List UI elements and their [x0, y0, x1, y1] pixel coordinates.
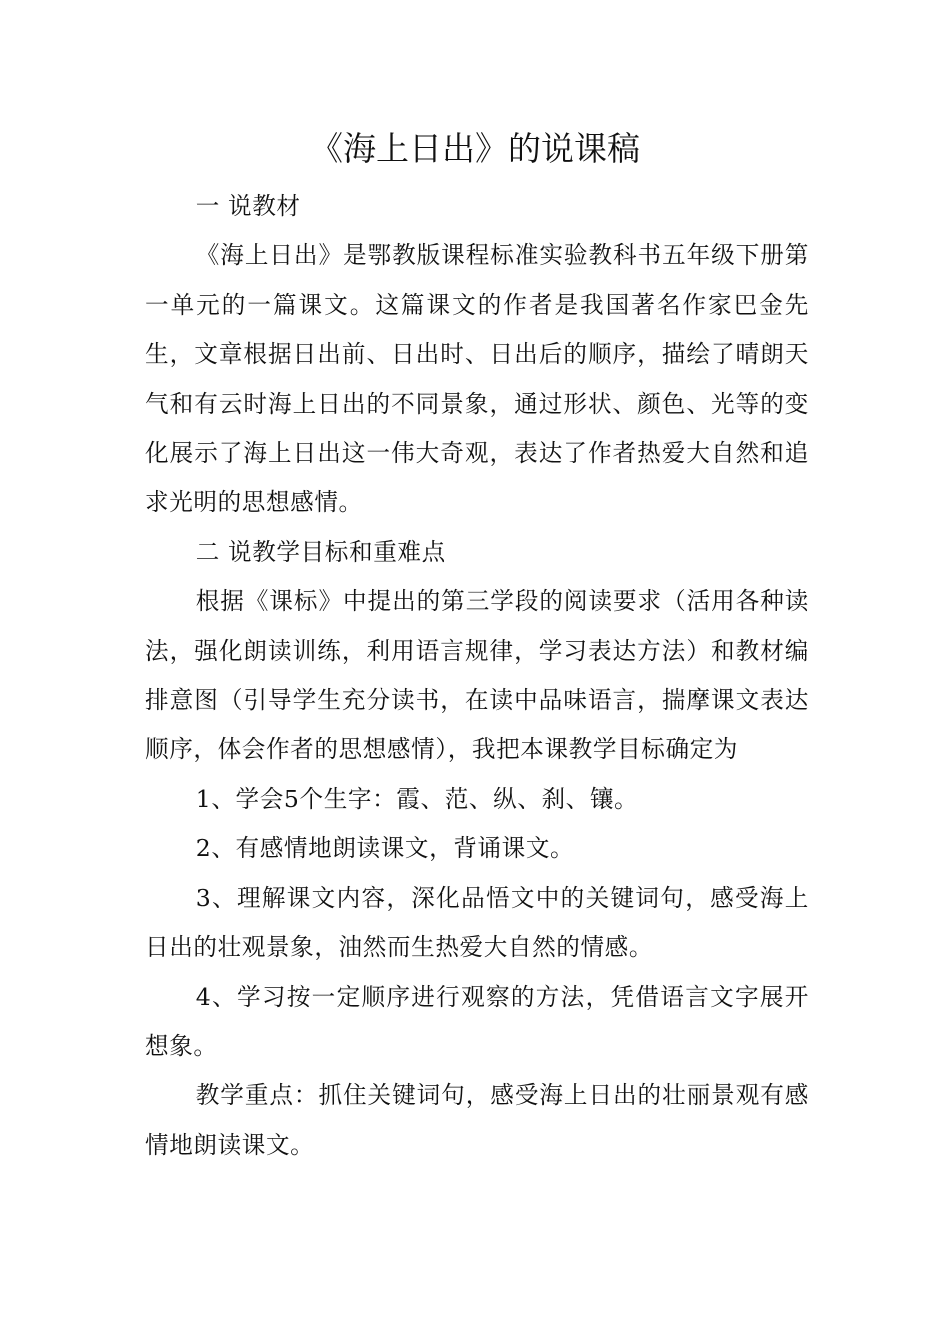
- objective-item-2: 2、有感情地朗读课文，背诵课文。: [195, 834, 575, 863]
- section-heading-teaching-material: 一 说教材: [195, 192, 301, 220]
- objective-item-3: 3、理解课文内容，深化品悟文中的关键词句，感受海上日出的壮观景象，油然而生热爱大自然的情感。: [145, 883, 809, 962]
- document-body: [145, 182, 809, 1170]
- section-heading-objectives: 二 说教学目标和重难点: [195, 537, 446, 566]
- teaching-key-point: 教学重点：抓住关键词句，感受海上日出的壮丽景观有感情地朗读课文。: [145, 1081, 809, 1159]
- objective-item-1: 1、学会5个生字：霞、范、纵、刹、镶。: [195, 784, 639, 813]
- document-title: 《海上日出》的说课稿: [310, 129, 640, 168]
- objective-item-4: 4、学习按一定顺序进行观察的方法，凭借语言文字展开想象。: [145, 982, 809, 1060]
- paragraph-material-intro: 《海上日出》是鄂教版课程标准实验教科书五年级下册第一单元的一篇课文。这篇课文的作者是我国著名作家巴金先生，文章根据日出前、日出时、日出后的顺序，描绘了晴朗天气和有云时海上日出的不同景象，通过形状、颜色、光等的变化展示了海上日出这一伟大奇观，表达了作者热爱大自然和追求光明的思想感情。: [145, 241, 809, 517]
- paragraph-objectives-basis: 根据《课标》中提出的第三学段的阅读要求（活用各种读法，强化朗读训练，利用语言规律，学习表达方法）和教材编排意图（引导学生充分读书，在读中品味语言，揣摩课文表达顺序，体会作者的思想感情），我把本课教学目标确定为: [145, 587, 809, 764]
